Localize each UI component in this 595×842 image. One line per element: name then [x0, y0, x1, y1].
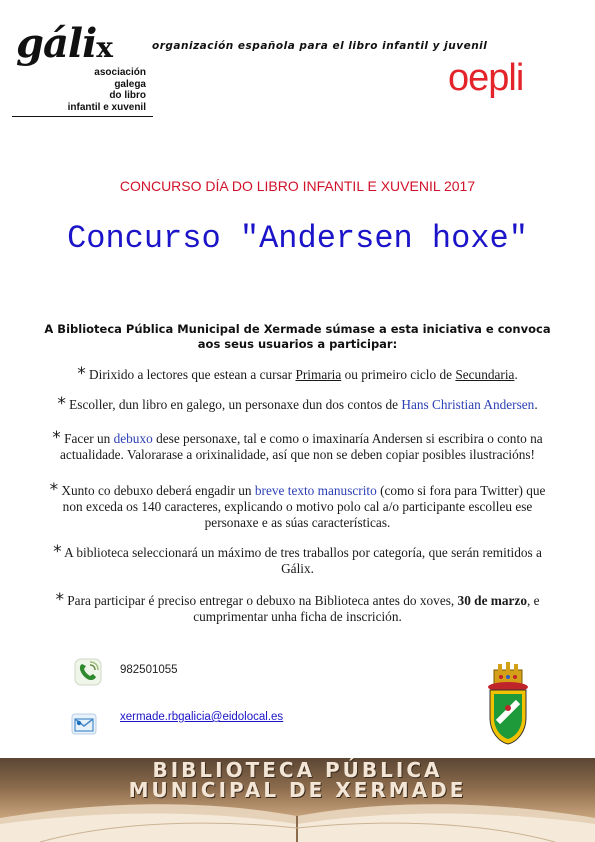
asterisk-icon: *: [53, 542, 62, 562]
email-link[interactable]: xermade.rbgalicia@eidolocal.es: [120, 711, 284, 723]
banner-line-2: MUNICIPAL DE XERMADE: [128, 778, 467, 802]
bullet-selection: * A biblioteca seleccionará un máximo de tres traballos por categoría, que serán remitidos a Gálix.: [53, 542, 542, 576]
asterisk-icon: *: [52, 428, 61, 448]
email-icon: [70, 710, 98, 738]
contest-title: Concurso "Andersen hoxe": [67, 220, 528, 257]
phone-icon: [74, 658, 102, 686]
bullet-eligibility: * Dirixido a lectores que estean a cursar Primaria ou primeiro ciclo de Secundaria.: [77, 364, 518, 384]
bullet-choose-character: * Escoller, dun libro en galego, un personaxe dun dos contos de Hans Christian Andersen.: [57, 394, 538, 414]
asterisk-icon: *: [77, 364, 86, 384]
bullet-deadline: * Para participar é preciso entregar o debuxo na Biblioteca antes do xoves, 30 de marzo, e cumprimentar unha ficha de inscrición.: [55, 590, 540, 624]
intro-text: A Biblioteca Pública Municipal de Xermade súmase a esta iniciativa e convoca aos seus usuarios a participar:: [44, 322, 551, 351]
coat-of-arms-icon: [484, 662, 532, 746]
association-name: asociación galega do libro infantil e xuvenil: [67, 67, 146, 113]
contest-heading: CONCURSO DÍA DO LIBRO INFANTIL E XUVENIL 2017: [119, 178, 476, 194]
asterisk-icon: *: [55, 590, 64, 610]
header-divider: [12, 116, 153, 117]
asterisk-icon: *: [49, 480, 59, 500]
bullet-text: * Xunto co debuxo deberá engadir un breve texto manuscrito (como si fora para Twitter) que non exceda os 140 caracteres, explicando o motivo polo cal a/o participante escolleu ese personaxe e as súas características.: [49, 480, 546, 530]
phone-number: 982501055: [120, 664, 178, 676]
banner-line-1: BIBLIOTECA PÚBLICA: [152, 758, 443, 782]
galix-logo: gálix: [16, 20, 112, 67]
bullet-drawing: * Facer un debuxo dese personaxe, tal e como o imaxinaría Andersen si escribira o conto na actualidade. Valorarase a orixinalidade, así que non se deben copiar posibles ilustracións!: [52, 428, 543, 462]
oepli-logo: oepli: [448, 57, 524, 99]
galix-tagline: organización española para el libro infantil y juvenil: [152, 40, 488, 52]
library-banner: [0, 758, 595, 842]
asterisk-icon: *: [57, 394, 66, 414]
